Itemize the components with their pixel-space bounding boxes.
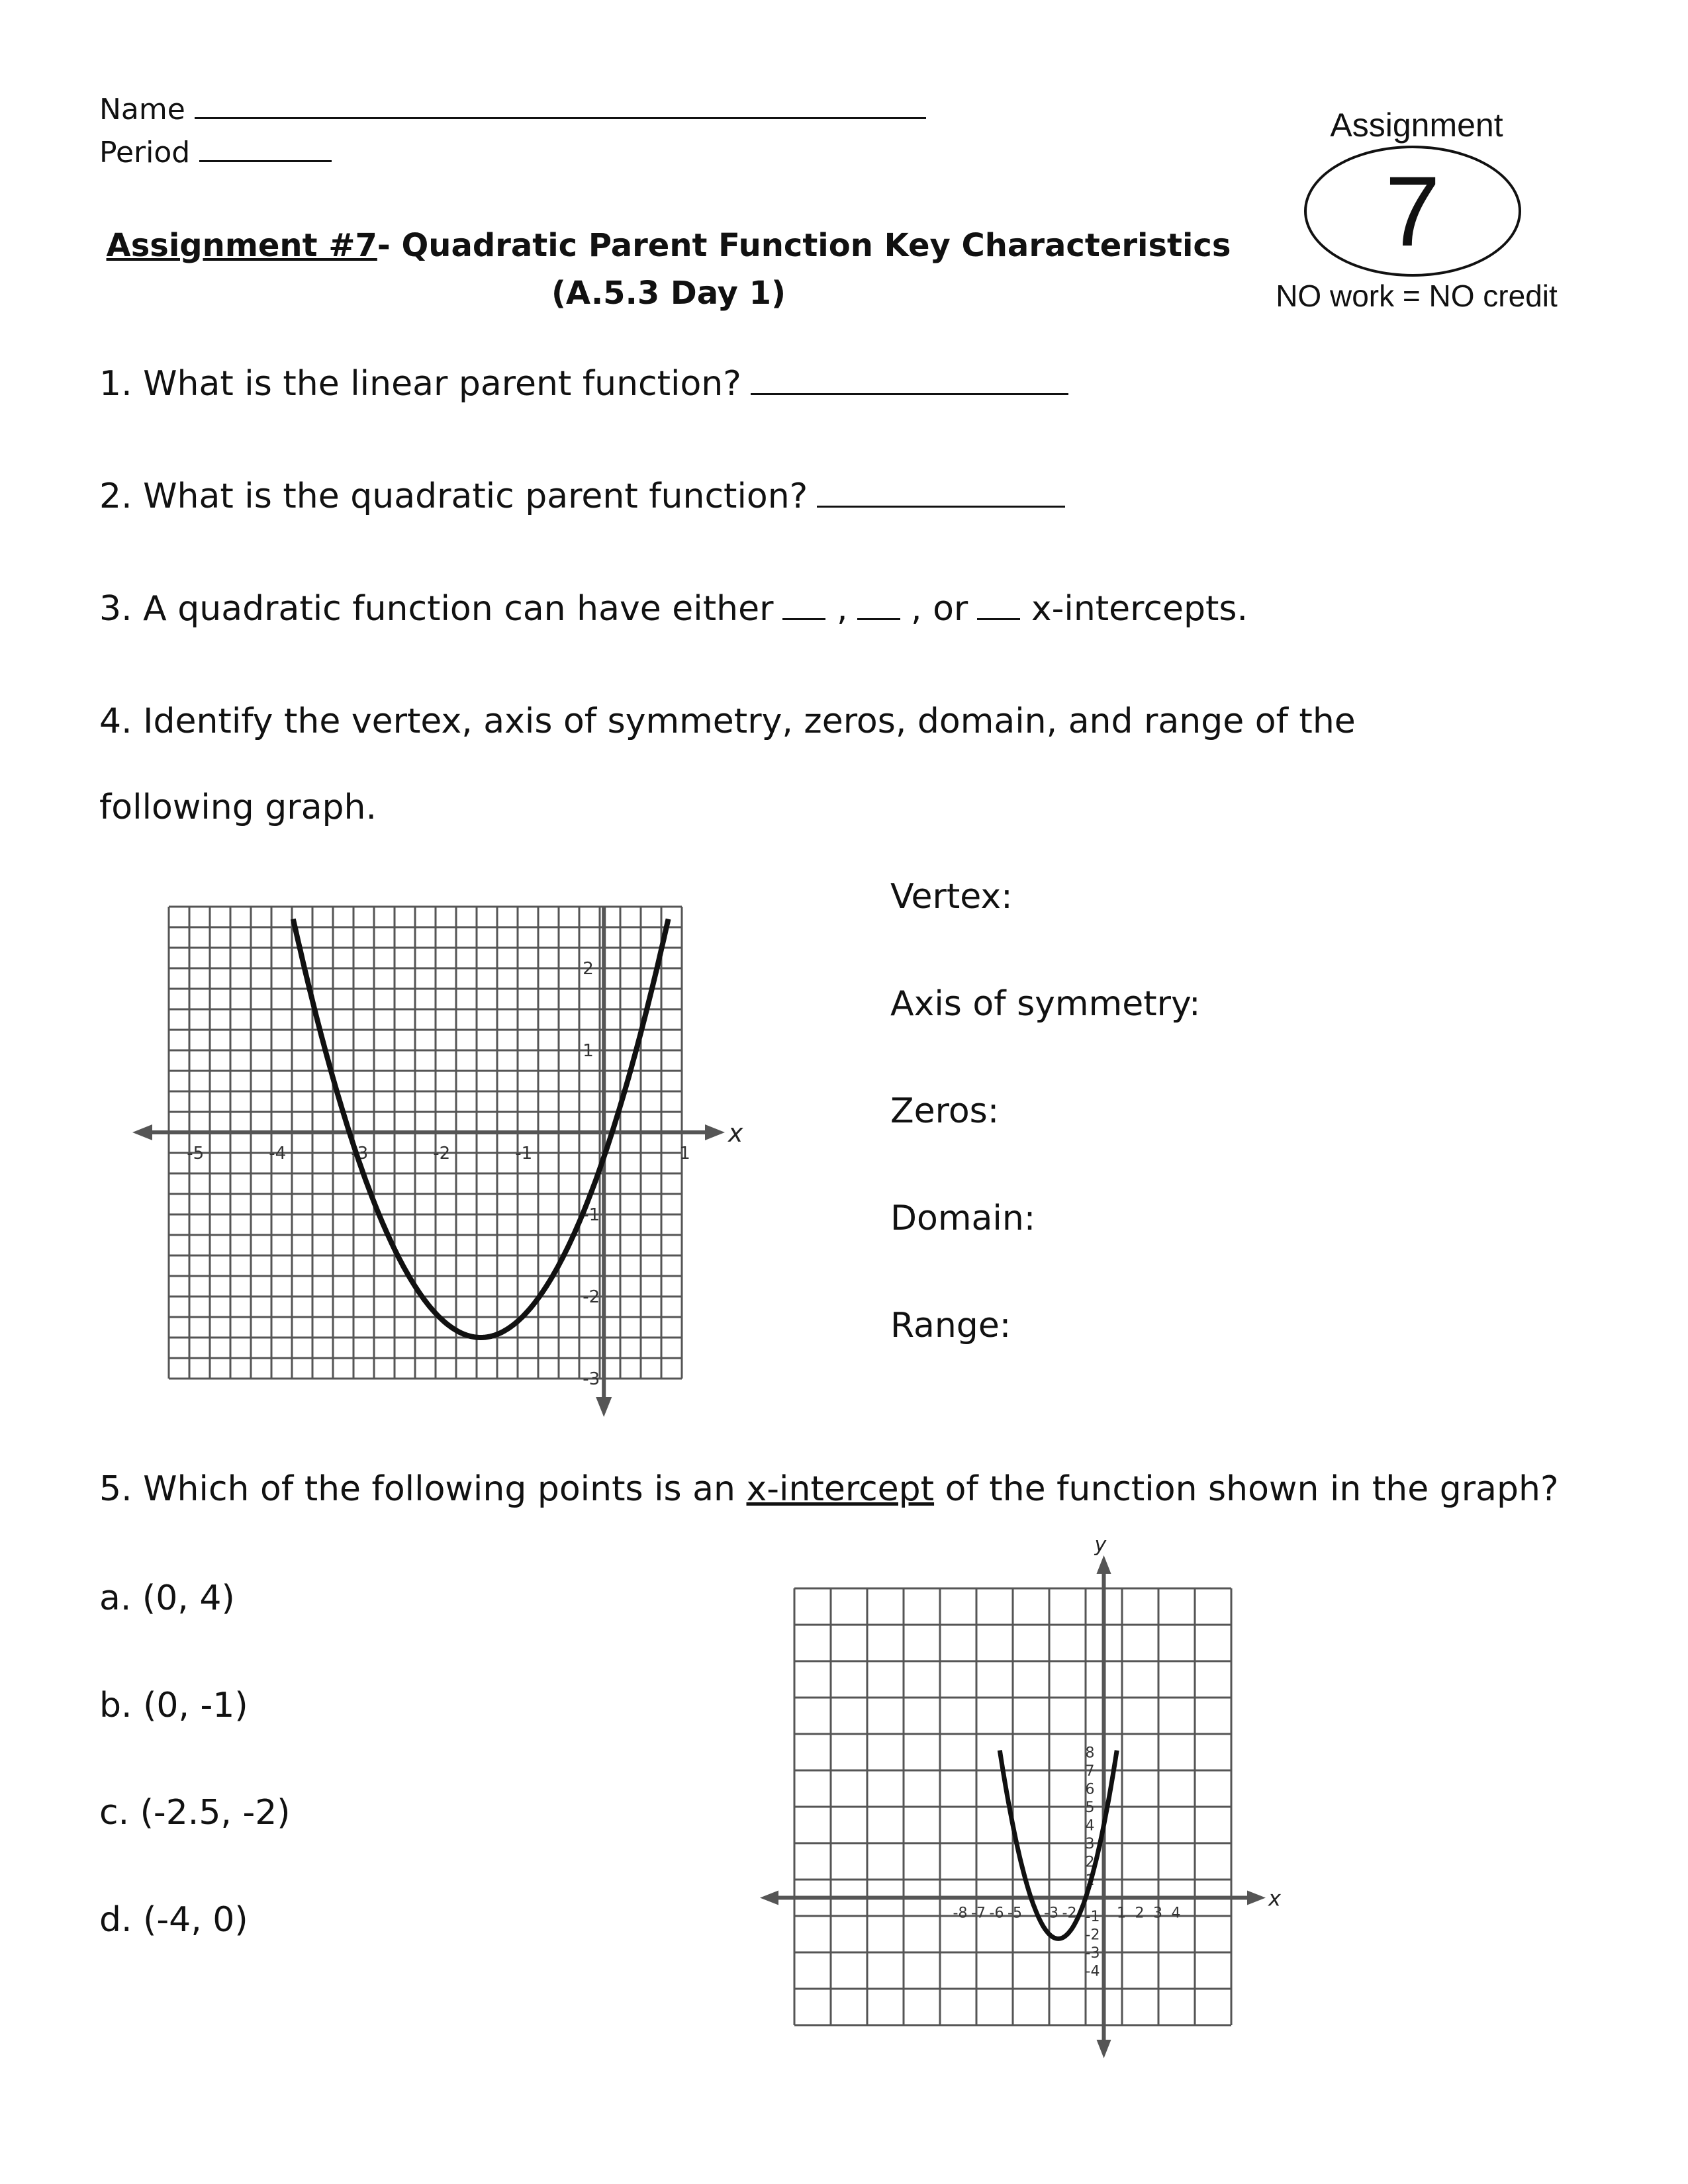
title-line2: (A.5.3 Day 1) [551,275,786,312]
question-5 [99,1469,1559,1509]
question-3 [99,589,1248,629]
question-1 [99,364,1068,404]
question-5-underlined: x-intercept [746,1469,935,1509]
page-title [99,222,1238,317]
y-axis-arrow-down [596,1397,612,1417]
x-tick-label: -7 [971,1905,986,1922]
question-3-blank-2[interactable] [857,618,900,620]
stamp-number: 7 [1385,156,1440,267]
y-tick-label: 1 [1085,1872,1095,1889]
period-line [99,136,332,169]
axis-of-symmetry-label: Axis of symmetry: [890,984,1201,1024]
graph-1-curve [293,919,669,1338]
y-tick-label: 5 [1085,1799,1095,1816]
stamp-top-text: Assignment [1330,107,1503,144]
y-tick-label: -3 [1085,1945,1100,1962]
y-tick-label: 4 [1085,1817,1095,1835]
x-tick-label: 3 [1153,1905,1162,1922]
x-tick-label: 1 [679,1144,690,1163]
x-tick-label: 2 [1135,1905,1145,1922]
title-part2: - Quadratic Parent Function Key Characteristics [377,227,1231,264]
y-tick-label: -2 [1085,1927,1100,1944]
y-tick-label: -4 [1085,1963,1100,1980]
x-tick-label: -1 [515,1144,533,1163]
x-tick-label: -5 [187,1144,205,1163]
graph-1 [126,893,761,1443]
name-blank[interactable] [195,117,926,119]
question-2 [99,477,1065,516]
name-line [99,93,926,126]
y-tick-label: 3 [1085,1836,1095,1852]
question-2-text: 2. What is the quadratic parent function? [99,477,808,516]
question-1-text: 1. What is the linear parent function? [99,364,741,404]
y-axis-arrow-up [1097,1555,1111,1574]
x-tick-label: -3 [1044,1905,1058,1922]
zeros-label: Zeros: [890,1091,1000,1131]
x-axis-label: x [728,1118,743,1148]
x-tick-label: -4 [269,1144,287,1163]
choice-c[interactable]: c. (-2.5, -2) [99,1793,291,1833]
period-label: Period [99,136,191,169]
title-part1: Assignment #7 [106,227,377,264]
y-tick-label: 7 [1085,1763,1095,1780]
y-tick-label: 1 [583,1041,594,1061]
question-2-blank[interactable] [817,506,1065,508]
x-tick-label: -3 [351,1144,369,1163]
x-axis-arrow-right [705,1124,725,1140]
period-blank[interactable] [199,160,332,162]
y-tick-label: 2 [583,959,594,979]
choice-b[interactable]: b. (0, -1) [99,1686,248,1725]
vertex-label: Vertex: [890,877,1013,917]
y-axis-arrow-down [1097,2040,1111,2058]
graph-1-axes [132,907,725,1417]
y-tick-label: 6 [1085,1781,1095,1798]
question-3-sep-1: , [836,589,848,629]
y-tick-label: 2 [1085,1854,1095,1871]
question-5-start: 5. Which of the following points is an [99,1469,735,1509]
y-tick-label: -2 [583,1287,600,1307]
x-axis-arrow-left [132,1124,152,1140]
question-5-end: of the function shown in the graph? [945,1469,1559,1509]
graph-2-grid [794,1588,1231,2025]
y-axis-label: y [1094,1535,1107,1557]
question-3-blank-3[interactable] [977,618,1020,620]
x-tick-label: 4 [1171,1905,1181,1922]
range-label: Range: [890,1306,1011,1345]
question-3-blank-1[interactable] [782,618,825,620]
name-label: Name [99,93,185,126]
question-1-blank[interactable] [751,393,1068,395]
x-axis-arrow-right [1247,1891,1266,1905]
question-3-end: x-intercepts. [1031,589,1248,629]
question-4-line-2: following graph. [99,788,377,827]
x-tick-label: 1 [1117,1905,1126,1922]
x-tick-label: -8 [953,1905,968,1922]
assignment-stamp [1276,99,1558,318]
x-tick-label: -5 [1008,1905,1022,1922]
graph-2 [755,1535,1324,2085]
question-4-line-1: 4. Identify the vertex, axis of symmetry, zeros, domain, and range of the [99,702,1356,741]
x-tick-label: -2 [1062,1905,1077,1922]
choice-d[interactable]: d. (-4, 0) [99,1900,248,1940]
x-tick-label: -6 [989,1905,1004,1922]
y-tick-label: -3 [583,1369,600,1389]
x-axis-label: x [1268,1886,1281,1911]
question-3-sep-2: , or [911,589,968,629]
y-tick-label: -1 [583,1205,600,1225]
choice-a[interactable]: a. (0, 4) [99,1578,235,1618]
question-3-start: 3. A quadratic function can have either [99,589,774,629]
domain-label: Domain: [890,1199,1036,1238]
x-tick-label: -2 [433,1144,451,1163]
y-tick-label: 8 [1085,1745,1095,1762]
stamp-bottom-text: NO work = NO credit [1276,279,1558,313]
x-axis-arrow-left [760,1891,778,1905]
y-tick-label: -1 [1085,1909,1100,1925]
